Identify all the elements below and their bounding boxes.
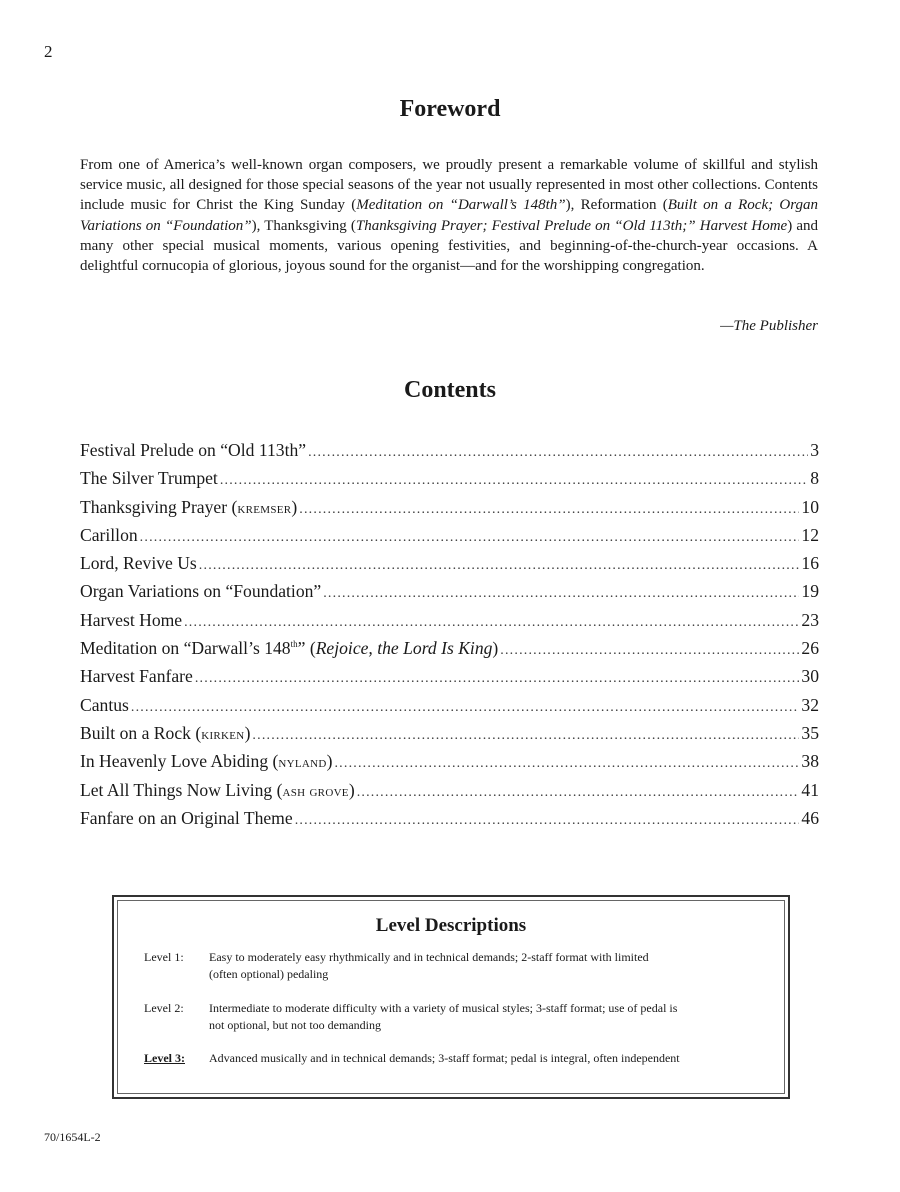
toc-leader-dots [220, 473, 808, 489]
toc-entry-title [80, 780, 355, 801]
toc-title-text: Thanksgiving Prayer ( [80, 496, 238, 517]
toc-page-number: 32 [801, 694, 819, 715]
toc-title-text: Harvest Home [80, 609, 183, 630]
toc-entry-title [80, 497, 297, 518]
level-desc-line: Advanced musically and in technical demands; 3-staff format; pedal is integral, often independent [209, 1051, 680, 1065]
level-description [209, 1000, 754, 1034]
toc-leader-dots [199, 558, 800, 574]
toc-page-number: 8 [810, 468, 819, 489]
level-desc-line: (often optional) pedaling [209, 967, 329, 981]
toc-title-text: ” ( [297, 638, 316, 659]
toc-leader-dots [334, 756, 799, 772]
foreword-text-part: ) and many other special musical moments, various opening festivities, and beginning-of-the-church-year occasions. A delightful cornucopia of glorious, joyous sound for the organist—and for the worshipping congregation. [80, 217, 819, 275]
toc-entry[interactable] [80, 610, 819, 638]
toc-page-number: 41 [801, 779, 819, 800]
level-row [144, 1000, 754, 1034]
toc-entry[interactable] [80, 468, 819, 496]
toc-entry[interactable] [80, 666, 819, 694]
toc-page-number: 3 [810, 440, 819, 460]
toc-page-number: 16 [801, 553, 819, 574]
foreword-title: Foreword [399, 96, 501, 122]
foreword-text-part: From one of America’s well-known organ composers, we proudly present a remarkable volume of skillful and stylish service music, all designed for those special seasons of the year not usually represented in most other collections. Contents include music for Christ the King Sunday ( [80, 157, 818, 214]
toc-page-number: 38 [801, 751, 819, 772]
level-descriptions-title: Level Descriptions [375, 915, 527, 936]
toc-title-text: Cantus [80, 694, 129, 715]
toc-leader-dots [357, 785, 800, 801]
toc-tune-name: ash grove [282, 783, 349, 800]
toc-superscript: th [290, 639, 298, 650]
level-desc-line: Intermediate to moderate difficulty with a variety of musical styles; 3-staff format; use of pedal is [209, 1001, 678, 1015]
toc-title-text: Harvest Fanfare [80, 666, 193, 687]
toc-entry[interactable] [80, 780, 819, 808]
level-desc-line: not optional, but not too demanding [209, 1018, 381, 1032]
level-label: Level 2: [144, 1001, 184, 1015]
toc-title-text: Meditation on “Darwall’s 148 [80, 638, 291, 659]
toc-page-number: 35 [801, 722, 819, 743]
toc-entry-title [80, 553, 197, 574]
toc-page-number: 30 [801, 666, 819, 687]
toc-italic-subtitle: Rejoice, the Lord Is King [315, 638, 493, 659]
toc-page-number: 26 [801, 638, 819, 659]
toc-entry-title [80, 723, 250, 744]
toc-entry[interactable] [80, 581, 819, 609]
toc-entry[interactable] [80, 751, 819, 779]
foreword-text-part: ), Reformation ( [565, 197, 668, 214]
toc-entry[interactable] [80, 525, 819, 553]
toc-title-text: Organ Variations on “Foundation” [80, 581, 322, 602]
level-label: Level 1: [144, 950, 184, 964]
toc-leader-dots [500, 643, 799, 659]
toc-title-text: Carillon [80, 524, 138, 545]
foreword-text [80, 155, 818, 276]
toc-entry[interactable] [80, 695, 819, 723]
foreword-italic-part: Meditation on “Darwall’s 148th” [356, 197, 566, 214]
foreword-signature: —The Publisher [720, 318, 818, 334]
level-desc-line: Easy to moderately easy rhythmically and in technical demands; 2-staff format with limited [209, 950, 649, 964]
toc-entry-title [80, 808, 293, 829]
toc-tune-name: kirken [201, 726, 245, 743]
level-row [144, 1050, 754, 1067]
toc-title-text: Fanfare on an Original Theme [80, 807, 293, 828]
toc-entry-title [80, 695, 129, 716]
toc-entry[interactable] [80, 553, 819, 581]
toc-leader-dots [131, 700, 800, 716]
page-number: 2 [44, 42, 53, 61]
toc-title-text: ) [492, 638, 499, 659]
table-of-contents [80, 440, 819, 836]
toc-leader-dots [323, 586, 799, 602]
toc-page-number: 46 [801, 807, 819, 828]
level-row [144, 949, 754, 983]
toc-leader-dots [195, 671, 800, 687]
toc-leader-dots [299, 502, 799, 518]
toc-tune-name: kremser [237, 500, 292, 517]
toc-page-number: 10 [801, 496, 819, 517]
toc-title-text: ) [291, 496, 298, 517]
toc-leader-dots [295, 813, 800, 829]
catalog-number: 70/1654L-2 [44, 1130, 101, 1144]
toc-title-text: The Silver Trumpet [80, 468, 218, 489]
toc-entry-title [80, 666, 193, 687]
toc-entry-title [80, 581, 321, 602]
toc-title-text: Built on a Rock ( [80, 722, 202, 743]
toc-title-text: In Heavenly Love Abiding ( [80, 751, 279, 772]
toc-entry-title [80, 440, 306, 461]
toc-leader-dots [184, 615, 799, 631]
toc-entry-title [80, 525, 138, 546]
toc-entry-title [80, 468, 218, 489]
toc-leader-dots [140, 530, 800, 546]
toc-entry-title [80, 610, 182, 631]
toc-entry[interactable] [80, 808, 819, 836]
toc-title-text: ) [348, 779, 355, 800]
toc-entry-title [80, 751, 332, 772]
toc-leader-dots [308, 445, 808, 461]
toc-entry[interactable] [80, 723, 819, 751]
toc-title-text: Let All Things Now Living ( [80, 779, 283, 800]
toc-title-text: ) [244, 722, 251, 743]
toc-leader-dots [252, 728, 799, 744]
contents-title: Contents [403, 377, 496, 403]
toc-entry[interactable] [80, 440, 819, 468]
toc-title-text: Festival Prelude on “Old 113th” [80, 440, 307, 460]
toc-page-number: 19 [801, 581, 819, 602]
foreword-italic-part: Thanksgiving Prayer; Festival Prelude on “Old 113th;” Harvest Home [355, 217, 788, 234]
toc-page-number: 23 [801, 609, 819, 630]
level-description [209, 1050, 754, 1067]
toc-title-text: Lord, Revive Us [80, 553, 197, 574]
level-description [209, 949, 754, 983]
toc-title-text: ) [326, 751, 333, 772]
foreword-text-part: ), Thanksgiving ( [251, 217, 356, 234]
foreword-italic-part: Built on a Rock; Organ Variations on “Foundation” [80, 197, 818, 234]
toc-entry[interactable] [80, 497, 819, 525]
toc-entry[interactable] [80, 638, 819, 666]
toc-entry-title [80, 638, 498, 659]
level-label: Level 3: [144, 1051, 185, 1065]
toc-tune-name: nyland [278, 755, 327, 772]
level-descriptions-box [112, 895, 790, 1099]
toc-page-number: 12 [801, 524, 819, 545]
